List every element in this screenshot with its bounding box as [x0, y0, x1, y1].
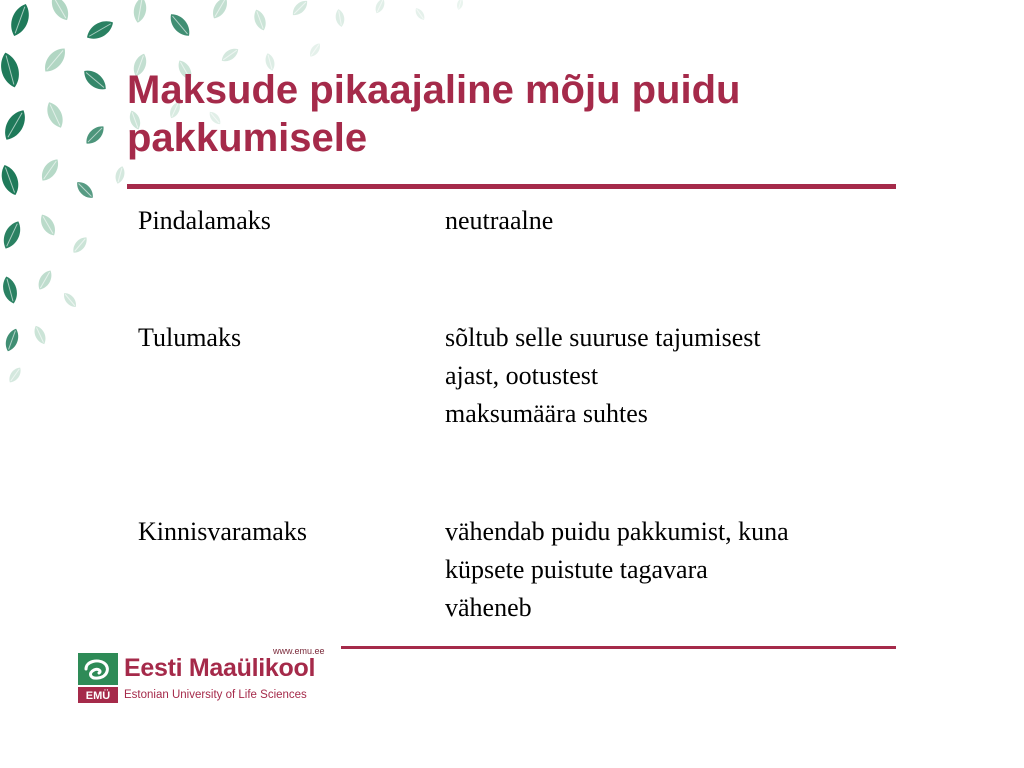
- footer-url: www.emu.ee: [273, 646, 325, 656]
- tax-label: Tulumaks: [138, 323, 242, 352]
- org-subtitle: Estonian University of Life Sciences: [124, 689, 307, 701]
- tax-label: Kinnisvaramaks: [138, 517, 307, 546]
- tax-effect: [445, 202, 905, 240]
- leaf-shape: [0, 162, 22, 197]
- tax-effect-line: neutraalne: [445, 206, 554, 235]
- leaf-shape: [209, 0, 231, 21]
- tax-effect-line: küpsete puistute tagavara: [445, 555, 708, 584]
- leaf-shape: [47, 0, 72, 23]
- leaf-shape: [373, 0, 387, 15]
- university-logo-icon: [78, 653, 118, 703]
- logo-text: EMÜ: [85, 690, 111, 702]
- org-name: Eesti Maaülikool: [124, 654, 316, 682]
- slide-title: Maksude pikaajaline mõju puidu pakkumisele: [127, 68, 741, 160]
- leaf-shape: [0, 50, 23, 89]
- tax-effect-line: väheneb: [445, 593, 532, 622]
- footer-divider: [341, 646, 896, 649]
- leaf-shape: [290, 0, 311, 18]
- tax-effect: [445, 513, 905, 627]
- tax-label: Pindalamaks: [138, 206, 271, 235]
- tax-effect: [445, 319, 905, 433]
- tax-effect-line: maksumäära suhtes: [445, 399, 648, 428]
- leaf-decoration: [0, 0, 520, 390]
- tax-effect-line: sõltub selle suuruse tajumisest: [445, 323, 761, 352]
- tax-effect-line: vähendab puidu pakkumist, kuna: [445, 517, 789, 546]
- title-divider: [127, 184, 896, 189]
- tax-effect-line: ajast, ootustest: [445, 361, 599, 390]
